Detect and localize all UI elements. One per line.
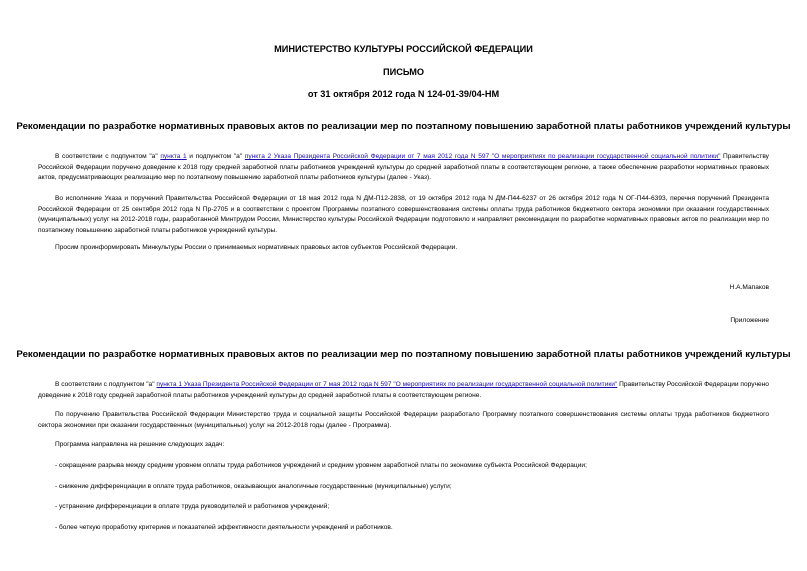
task-list-item: - сокращение разрыва между средним уровнем оплаты труда работников учреждений и средним уровнем заработной платы по экономике субъекта Российской Федерации;: [55, 462, 587, 469]
task-list-item: - устранение дифференциации в оплате труда руководителей и работников учреждений;: [55, 503, 330, 510]
task-list-item: - более четкую проработку критериев и показателей эффективности деятельности учреждений и работников.: [55, 524, 393, 531]
letter-paragraph-1: [38, 152, 769, 184]
ministry-heading: МИНИСТЕРСТВО КУЛЬТУРЫ РОССИЙСКОЙ ФЕДЕРАЦИИ: [274, 44, 533, 54]
text-run: В соответствии с подпунктом "а": [55, 153, 161, 160]
law-link-point-1[interactable]: пункта 1: [160, 153, 187, 160]
law-link-decree-597-point-1[interactable]: пункта 1 Указа Президента Российской Федерации от 7 мая 2012 года N 597 "О мероприятиях по реализации государственной социальной политики": [156, 381, 618, 388]
appendix-paragraph-2: По поручению Правительства Российской Федерации Министерство труда и социальной защиты Российской Федерации разработало Программу поэтапного совершенствования системы оплаты труда работников бюджетного сектора экономики при оказании государственных (муниципальных) услуг на 2012-2018 годы (далее - Программа).: [38, 411, 769, 429]
law-link-decree-597[interactable]: пункта 2 Указа Президента Российской Федерации от 7 мая 2012 года N 597 "О мероприятиях по реализации государственной социальной политики": [244, 153, 721, 160]
task-list-item: - снижение дифференциации в оплате труда работников, оказывающих аналогичные государственные (муниципальные) услуги;: [55, 483, 452, 490]
signature: Н.А.Мапаков: [729, 284, 769, 291]
appendix-paragraph-3: Программа направлена на решение следующих задач:: [55, 441, 225, 448]
letter-paragraph-3: Просим проинформировать Минкультуры России о принимаемых нормативных правовых актов субъектов Российской Федерации.: [55, 244, 458, 251]
text-run: В соответствии с подпунктом "а": [55, 381, 157, 388]
text-run: Правительству Российской Федерации поручено доведение к 2018 году средней заработной платы работников учреждений культуры до средней заработной платы в соответствующем регионе.: [38, 381, 769, 399]
letter-title: Рекомендации по разработке нормативных правовых актов по реализации мер по поэтапному повышению заработной платы работников учреждений культуры: [16, 121, 791, 132]
appendix-paragraph-1: [38, 380, 769, 401]
document-date-number: от 31 октября 2012 года N 124-01-39/04-НМ: [307, 89, 500, 99]
document-type-heading: ПИСЬМО: [382, 67, 425, 77]
appendix-title: Рекомендации по разработке нормативных правовых актов по реализации мер по поэтапному повышению заработной платы работников учреждений культуры: [16, 349, 791, 360]
appendix-label: Приложение: [730, 317, 769, 324]
text-run: и подпунктом "а": [186, 153, 245, 160]
letter-paragraph-2: Во исполнение Указа и поручений Правительства Российской Федерации от 18 мая 2012 года N ДМ-П12-2838, от 19 октября 2012 года N ДМ-П44-6237 от 26 октября 2012 года N ОГ-П44-6393, перечня поручений Президента Российской Федерации от 25 сентября 2012 года N Пр-2705 и в соответствии с проектом Программы поэтапного совершенствования системы оплаты труда работников бюджетного сектора экономики при оказании государственных (муниципальных) услуг на 2012-2018 годы, разработанной Минтрудом России, Министерство культуры Российской Федерации подготовило и направляет рекомендации по разработке нормативных правовых актов по реализации мер по поэтапному повышению заработной платы работников учреждений культуры.: [38, 195, 769, 234]
text-run: Правительству Российской Федерации поручено доведение к 2018 году средней заработной платы работников учреждений культуры до средней заработной платы в соответствующем регионе, а также обеспечение разработки нормативных правовых актов, предусматривающих реализацию мер по поэтапному повышению заработной платы работников культуры (далее - Указ).: [38, 153, 769, 182]
